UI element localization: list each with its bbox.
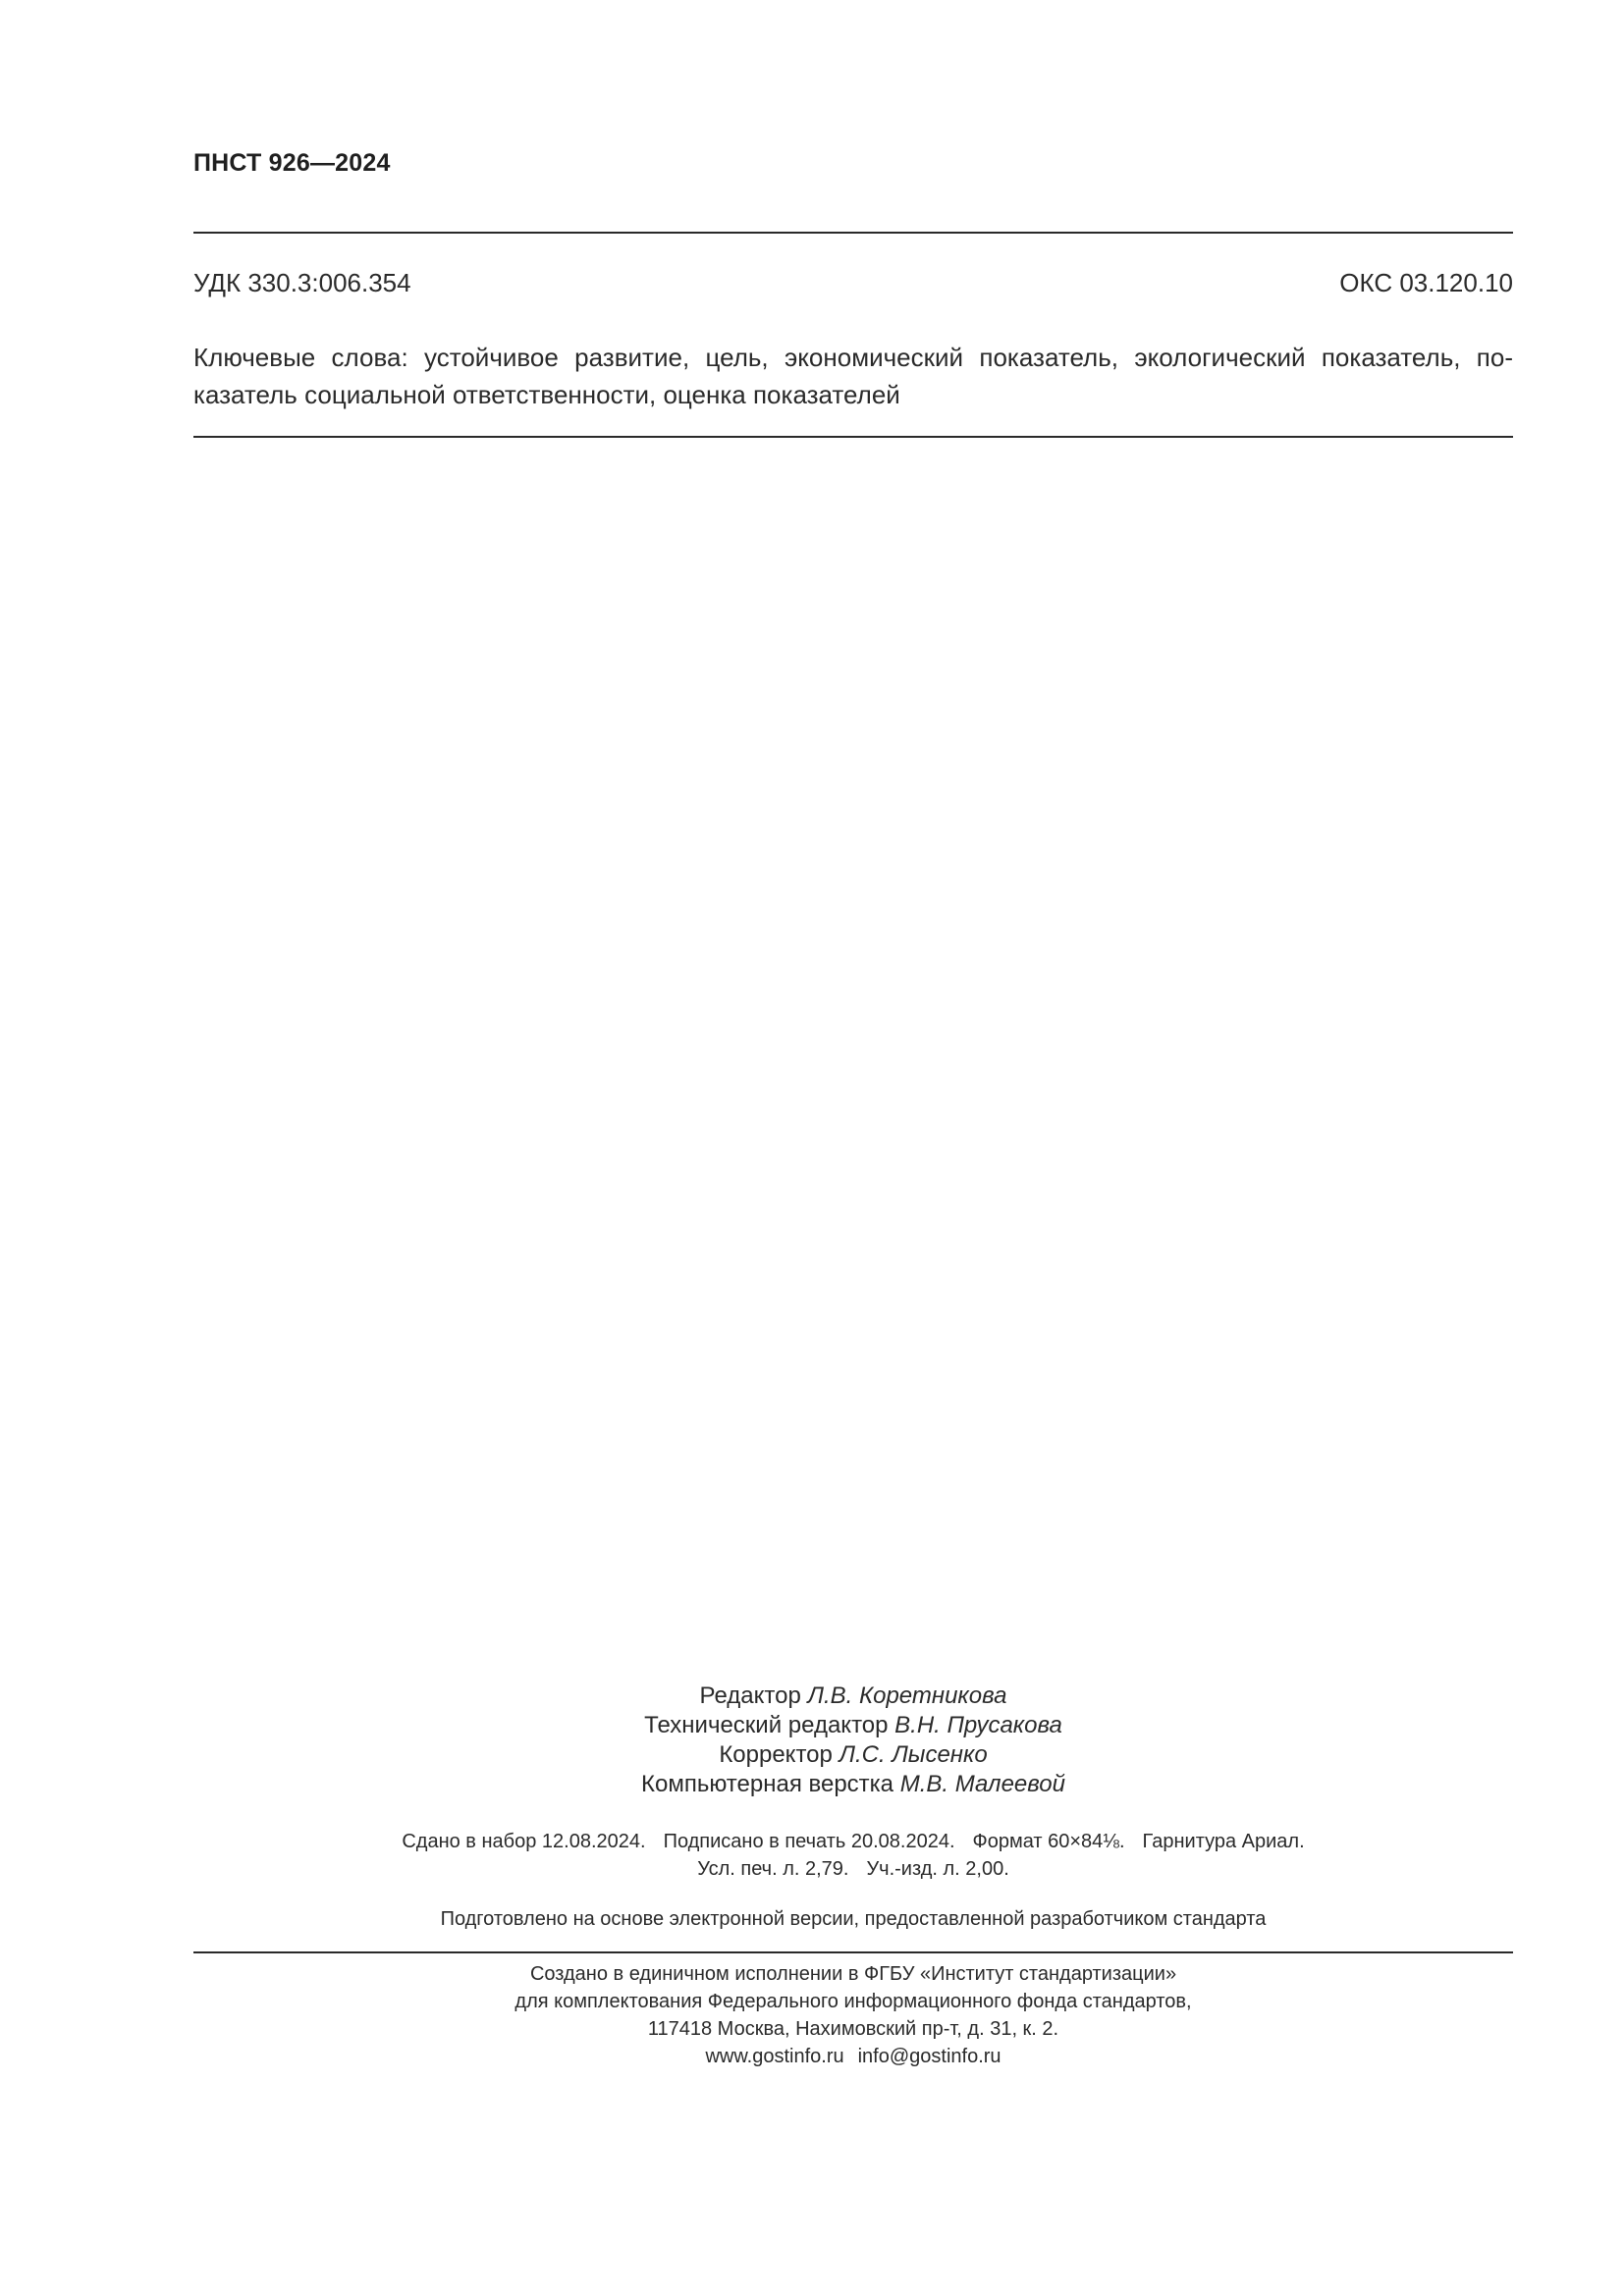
credit-layout-role: Компьютерная верстка [641, 1771, 894, 1797]
prepared-note: Подготовлено на основе электронной версии, предоставленной разработчиком стандарта [440, 1908, 1267, 1930]
print-info-block [193, 1828, 1513, 1883]
publisher-line-3: 117418 Москва, Нахимовский пр-т, д. 31, к. 2. [647, 2018, 1059, 2040]
credit-editor [193, 1682, 1513, 1711]
publisher-line-1: Создано в единичном исполнении в ФГБУ «Институт стандартизации» [529, 1963, 1177, 1985]
udc-code: УДК 330.3:006.354 [193, 268, 411, 297]
credit-editor-name: Л.В. Коретникова [807, 1682, 1007, 1709]
credit-proofreader-name: Л.С. Лысенко [839, 1741, 988, 1768]
credit-tech-editor [193, 1711, 1513, 1740]
credit-tech-editor-role: Технический редактор [644, 1712, 889, 1738]
print-format: Формат 60×84⅛. [972, 1831, 1125, 1852]
publisher-divider [193, 1951, 1513, 1953]
publisher-email-link[interactable]: info@gostinfo.ru [857, 2046, 1001, 2067]
keywords-line-1: Ключевые слова: устойчивое развитие, цель, экономический показатель, экологический показатель, по- [193, 343, 1513, 372]
keywords-line-2: казатель социальной ответственности, оценка показателей [193, 380, 900, 409]
typeset-date: Сдано в набор 12.08.2024. [402, 1831, 646, 1852]
credit-proofreader-role: Корректор [719, 1741, 833, 1768]
credit-editor-role: Редактор [699, 1682, 801, 1709]
keywords-block [193, 339, 1513, 413]
typeface: Гарнитура Ариал. [1142, 1831, 1305, 1852]
print-info-line-1 [193, 1828, 1513, 1855]
print-sheets: Усл. печ. л. 2,79. [697, 1858, 849, 1880]
oks-code: ОКС 03.120.10 [1339, 268, 1513, 297]
publisher-block [193, 1960, 1513, 2070]
top-divider [193, 232, 1513, 234]
publisher-sheets: Уч.-изд. л. 2,00. [866, 1858, 1009, 1880]
credit-proofreader [193, 1740, 1513, 1770]
publisher-line-2: для комплектования Федерального информационного фонда стандартов, [514, 1991, 1192, 2012]
credit-layout [193, 1770, 1513, 1799]
publisher-contacts [193, 2043, 1513, 2070]
keywords-divider [193, 436, 1513, 438]
credit-layout-name: М.В. Малеевой [899, 1771, 1065, 1797]
credit-tech-editor-name: В.Н. Прусакова [894, 1712, 1062, 1738]
print-info-line-2 [193, 1855, 1513, 1883]
document-code: ПНСТ 926—2024 [193, 149, 391, 177]
signed-date: Подписано в печать 20.08.2024. [663, 1831, 955, 1852]
credits-block [193, 1682, 1513, 1799]
publisher-website-link[interactable]: www.gostinfo.ru [705, 2046, 844, 2067]
